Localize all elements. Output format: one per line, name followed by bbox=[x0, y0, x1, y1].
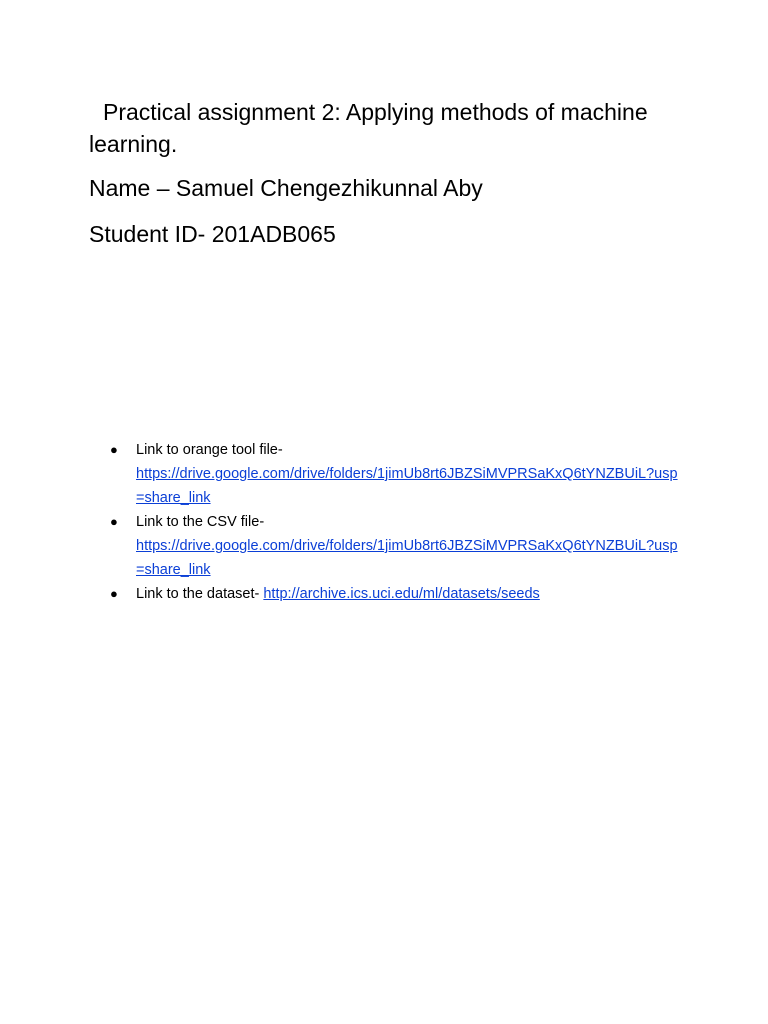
student-id: Student ID- 201ADB065 bbox=[89, 221, 336, 247]
link-label: Link to the dataset- bbox=[136, 586, 264, 602]
bullet-icon: ● bbox=[110, 586, 118, 601]
link-label: Link to orange tool file- bbox=[136, 442, 283, 458]
bullet-icon: ● bbox=[110, 514, 118, 529]
list-item-dataset bbox=[0, 582, 768, 606]
title-line-1: Practical assignment 2: Applying methods of machine bbox=[103, 99, 648, 125]
dataset-link[interactable]: http://archive.ics.uci.edu/ml/datasets/seeds bbox=[263, 586, 540, 602]
orange-file-link[interactable]: https://drive.google.com/drive/folders/1jimUb8rt6JBZSiMVPRSaKxQ6tYNZBUiL?usp=share_link bbox=[136, 466, 678, 506]
student-name: Name – Samuel Chengezhikunnal Aby bbox=[89, 175, 483, 201]
bullet-icon: ● bbox=[110, 442, 118, 457]
document-title bbox=[89, 96, 689, 160]
list-item-orange-file bbox=[0, 438, 768, 510]
link-label: Link to the CSV file- bbox=[136, 514, 265, 530]
links-list bbox=[0, 438, 768, 606]
list-item-csv-file bbox=[0, 510, 768, 582]
title-line-2: learning. bbox=[89, 131, 178, 157]
csv-file-link[interactable]: https://drive.google.com/drive/folders/1jimUb8rt6JBZSiMVPRSaKxQ6tYNZBUiL?usp=share_link bbox=[136, 538, 678, 578]
